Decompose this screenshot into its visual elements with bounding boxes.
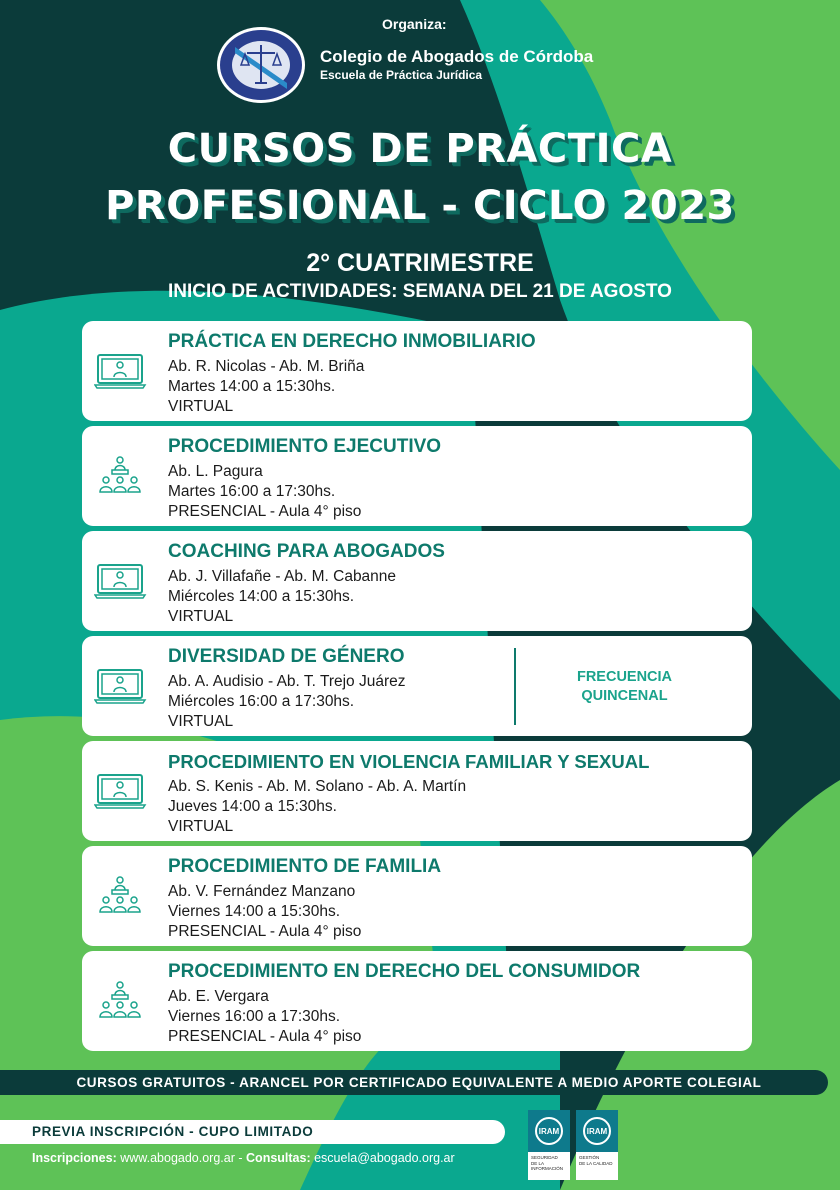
in-person-class-icon xyxy=(94,454,150,498)
course-teachers: Ab. J. Villafañe - Ab. M. Cabanne xyxy=(168,568,397,585)
course-card-violencia xyxy=(82,741,752,841)
frequency-note xyxy=(522,668,727,706)
semester-label: 2° CUATRIMESTRE xyxy=(306,249,534,277)
contact-line xyxy=(32,1151,455,1165)
course-schedule: Viernes 16:00 a 17:30hs. xyxy=(168,1007,341,1025)
course-teachers: Ab. A. Audisio - Ab. T. Trejo Juárez xyxy=(168,673,406,690)
cert-label-line-2: DE LA INFORMACIÓN xyxy=(531,1160,563,1171)
course-mode: VIRTUAL xyxy=(168,607,234,625)
in-person-class-icon xyxy=(94,979,150,1023)
virtual-classroom-icon xyxy=(94,349,150,393)
iram-logo-icon xyxy=(528,1110,570,1152)
course-card-genero xyxy=(82,636,752,736)
course-name: PROCEDIMIENTO EJECUTIVO xyxy=(168,436,442,457)
course-mode: PRESENCIAL - Aula 4° piso xyxy=(168,1027,362,1045)
inscripciones-link[interactable]: www.abogado.org.ar xyxy=(120,1151,235,1165)
virtual-classroom-icon xyxy=(94,559,150,603)
course-name: PROCEDIMIENTO EN DERECHO DEL CONSUMIDOR xyxy=(168,961,641,982)
frequency-line-1: FRECUENCIA xyxy=(576,669,673,685)
course-schedule: Jueves 14:00 a 15:30hs. xyxy=(168,797,337,815)
course-mode: VIRTUAL xyxy=(168,397,234,415)
course-mode: PRESENCIAL - Aula 4° piso xyxy=(168,922,362,940)
cert-label-line-1: GESTIÓN xyxy=(579,1155,600,1160)
virtual-classroom-icon xyxy=(94,769,150,813)
course-mode: VIRTUAL xyxy=(168,817,234,835)
card-divider xyxy=(514,648,516,725)
registration-banner: PREVIA INSCRIPCIÓN - CUPO LIMITADO xyxy=(0,1120,505,1144)
course-mode: VIRTUAL xyxy=(168,712,234,730)
iram-quality-certification xyxy=(576,1110,618,1180)
course-name: PROCEDIMIENTO DE FAMILIA xyxy=(168,856,442,877)
course-schedule: Miércoles 16:00 a 17:30hs. xyxy=(168,692,355,710)
course-mode: PRESENCIAL - Aula 4° piso xyxy=(168,502,362,520)
iram-security-certification xyxy=(528,1110,570,1180)
course-name: PRÁCTICA EN DERECHO INMOBILIARIO xyxy=(168,331,536,352)
organizer-name: Colegio de Abogados de Córdoba xyxy=(320,47,594,66)
course-teachers: Ab. R. Nicolas - Ab. M. Briña xyxy=(168,358,365,375)
course-schedule: Viernes 14:00 a 15:30hs. xyxy=(168,902,341,920)
contact-separator: - xyxy=(238,1151,243,1165)
start-date-label: INICIO DE ACTIVIDADES: SEMANA DEL 21 DE AGOSTO xyxy=(168,281,672,302)
course-card-consumidor xyxy=(82,951,752,1051)
iram-logo-text: IRAM xyxy=(538,1127,560,1136)
course-card-inmobiliario xyxy=(82,321,752,421)
course-card-coaching xyxy=(82,531,752,631)
colegio-seal-logo xyxy=(215,25,307,105)
course-name: DIVERSIDAD DE GÉNERO xyxy=(168,646,405,667)
organizer-subtitle: Escuela de Práctica Jurídica xyxy=(320,68,483,82)
course-name: PROCEDIMIENTO EN VIOLENCIA FAMILIAR Y SEXUAL xyxy=(168,751,650,772)
virtual-classroom-icon xyxy=(94,664,150,708)
iram-logo-icon xyxy=(576,1110,618,1152)
course-card-familia xyxy=(82,846,752,946)
iram-logo-text: IRAM xyxy=(586,1127,608,1136)
course-teachers: Ab. S. Kenis - Ab. M. Solano - Ab. A. Martín xyxy=(168,778,467,795)
course-teachers: Ab. L. Pagura xyxy=(168,463,263,480)
organiza-label: Organiza: xyxy=(382,16,447,32)
inscripciones-label: Inscripciones: xyxy=(32,1151,117,1165)
course-teachers: Ab. V. Fernández Manzano xyxy=(168,883,356,900)
cert-label-line-1: SEGURIDAD xyxy=(531,1155,558,1160)
course-teachers: Ab. E. Vergara xyxy=(168,988,269,1005)
course-schedule: Miércoles 14:00 a 15:30hs. xyxy=(168,587,355,605)
consultas-email-link[interactable]: escuela@abogado.org.ar xyxy=(314,1151,455,1165)
course-card-ejecutivo xyxy=(82,426,752,526)
free-courses-banner: CURSOS GRATUITOS - ARANCEL POR CERTIFICADO EQUIVALENTE A MEDIO APORTE COLEGIAL xyxy=(0,1070,828,1095)
course-schedule: Martes 16:00 a 17:30hs. xyxy=(168,482,336,500)
frequency-line-2: QUINCENAL xyxy=(581,688,668,704)
course-name: COACHING PARA ABOGADOS xyxy=(168,541,445,562)
course-schedule: Martes 14:00 a 15:30hs. xyxy=(168,377,336,395)
title-line-2: PROFESIONAL - CICLO 2023 xyxy=(105,183,735,229)
cert-label-line-2: DE LA CALIDAD xyxy=(579,1160,613,1166)
title-line-1: CURSOS DE PRÁCTICA xyxy=(167,126,673,172)
consultas-label: Consultas: xyxy=(246,1151,311,1165)
in-person-class-icon xyxy=(94,874,150,918)
